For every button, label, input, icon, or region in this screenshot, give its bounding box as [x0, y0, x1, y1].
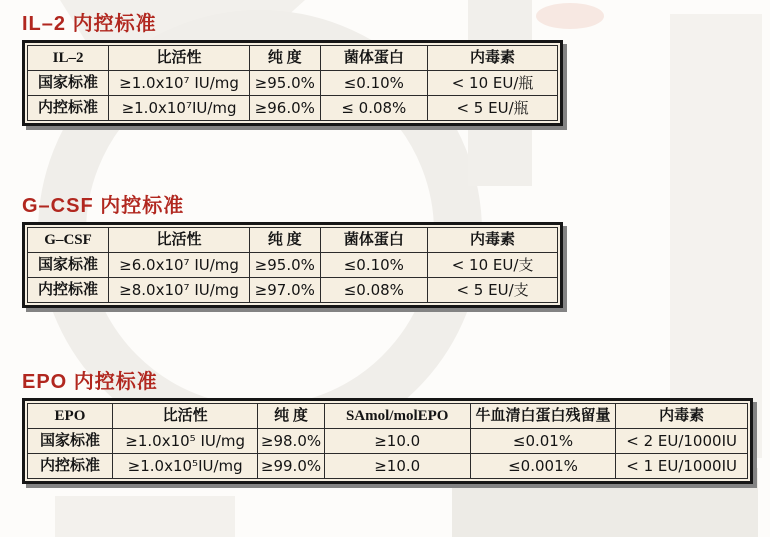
header-cell: 比活性	[112, 404, 257, 429]
section-title-gcsf: G–CSF 内控标准	[22, 195, 185, 217]
header-cell: G–CSF	[28, 228, 109, 253]
value-cell: ≤0.10%	[320, 253, 428, 278]
table-row	[28, 71, 558, 96]
value-cell: < 5 EU/瓶	[428, 96, 558, 121]
header-cell: 比活性	[109, 228, 250, 253]
value-cell: ≥6.0x10⁷ IU/mg	[109, 253, 250, 278]
row-label-cell: 内控标准	[28, 454, 113, 479]
header-cell: 内毒素	[428, 46, 558, 71]
value-cell: ≥95.0%	[250, 71, 320, 96]
value-cell: ≥95.0%	[250, 253, 320, 278]
value-cell: ≥1.0x10⁷ IU/mg	[109, 71, 250, 96]
section-title-il2: IL–2 内控标准	[22, 13, 157, 35]
row-label-cell: 内控标准	[28, 96, 109, 121]
value-cell: ≤0.01%	[470, 429, 615, 454]
table-row	[28, 96, 558, 121]
value-cell: ≥99.0%	[258, 454, 324, 479]
header-cell: 纯 度	[250, 228, 320, 253]
value-cell: ≥1.0x10⁷IU/mg	[109, 96, 250, 121]
header-cell: 内毒素	[428, 228, 558, 253]
value-cell: ≤ 0.08%	[320, 96, 428, 121]
value-cell: ≤0.08%	[320, 278, 428, 303]
header-cell: 比活性	[109, 46, 250, 71]
section-title-epo: EPO 内控标准	[22, 371, 158, 393]
value-cell: ≤0.10%	[320, 71, 428, 96]
header-cell: 牛血清白蛋白残留量	[470, 404, 615, 429]
header-cell: 内毒素	[616, 404, 748, 429]
value-cell: < 10 EU/支	[428, 253, 558, 278]
header-cell: 纯 度	[258, 404, 324, 429]
header-cell: 纯 度	[250, 46, 320, 71]
value-cell: ≥98.0%	[258, 429, 324, 454]
row-label-cell: 国家标准	[28, 253, 109, 278]
header-cell: SAmol/molEPO	[324, 404, 470, 429]
il2-standards-table	[22, 40, 563, 126]
value-cell: ≥96.0%	[250, 96, 320, 121]
value-cell: ≥8.0x10⁷ IU/mg	[109, 278, 250, 303]
value-cell: ≤0.001%	[470, 454, 615, 479]
table-row	[28, 454, 748, 479]
row-label-cell: 国家标准	[28, 429, 113, 454]
row-label-cell: 国家标准	[28, 71, 109, 96]
row-label-cell: 内控标准	[28, 278, 109, 303]
table-header-row	[28, 404, 748, 429]
value-cell: ≥1.0x10⁵ IU/mg	[112, 429, 257, 454]
table-row	[28, 429, 748, 454]
table-row	[28, 253, 558, 278]
value-cell: ≥1.0x10⁵IU/mg	[112, 454, 257, 479]
table-header-row	[28, 46, 558, 71]
value-cell: ≥10.0	[324, 429, 470, 454]
header-cell: EPO	[28, 404, 113, 429]
value-cell: < 2 EU/1000IU	[616, 429, 748, 454]
table-header-row	[28, 228, 558, 253]
value-cell: < 5 EU/支	[428, 278, 558, 303]
header-cell: IL–2	[28, 46, 109, 71]
value-cell: < 1 EU/1000IU	[616, 454, 748, 479]
value-cell: ≥10.0	[324, 454, 470, 479]
table-row	[28, 278, 558, 303]
header-cell: 菌体蛋白	[320, 228, 428, 253]
gcsf-standards-table	[22, 222, 563, 308]
value-cell: < 10 EU/瓶	[428, 71, 558, 96]
header-cell: 菌体蛋白	[320, 46, 428, 71]
value-cell: ≥97.0%	[250, 278, 320, 303]
epo-standards-table	[22, 398, 753, 484]
